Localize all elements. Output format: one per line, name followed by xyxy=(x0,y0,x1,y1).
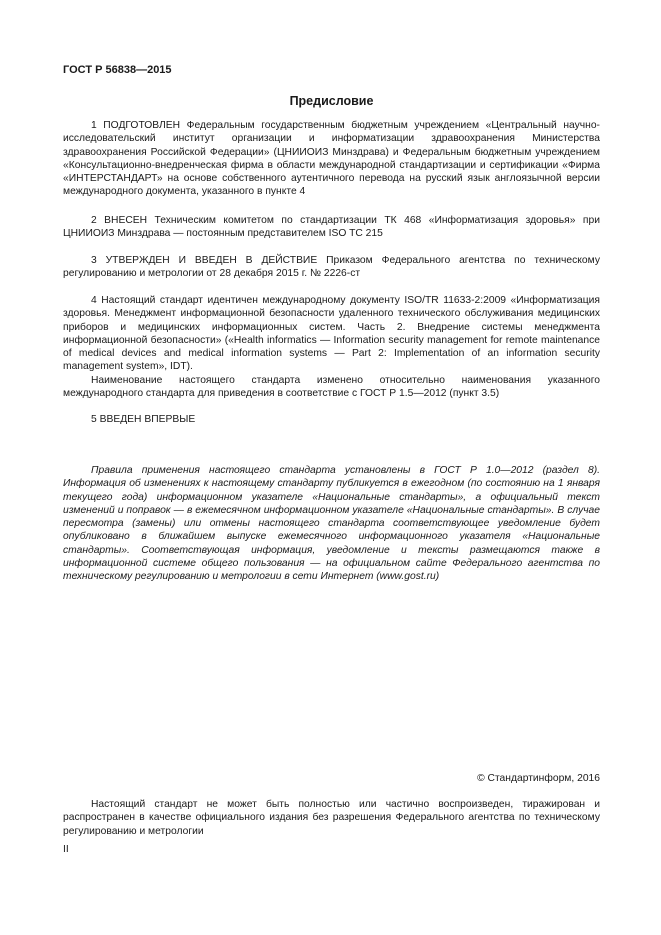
page-title: Предисловие xyxy=(289,94,374,108)
page-number: II xyxy=(63,844,69,855)
document-code: ГОСТ Р 56838—2015 xyxy=(63,64,172,76)
paragraph-5: 5 ВВЕДЕН ВПЕРВЫЕ xyxy=(91,414,196,425)
reproduction-notice: Настоящий стандарт не может быть полностью или частично воспроизведен, тиражирован и распространен в качестве официального издания без разрешения Федерального агентства по техническому регулированию и метрологии xyxy=(63,799,600,837)
notice-paragraph: Правила применения настоящего стандарта установлены в ГОСТ Р 1.0—2012 (раздел 8). Информация об изменениях к настоящему стандарту публикуется в ежегодном (по состоянию на 1 января текущего года) информационном указателе «Национальные стандарты», а официальный текст изменений и поправок — в ежемесячном информационном указателе «Национальные стандарты». В случае пересмотра (замены) или отмены настоящего стандарта соответствующее уведомление будет опубликовано в ближайшем выпуске ежемесячного информационного указателя «Национальные стандарты». Соответствующая информация, уведомление и тексты размещаются также в информационной системе общего пользования — на официальном сайте Федерального агентства по техническому регулированию и метрологии в сети Интернет (www.gost.ru) xyxy=(63,465,600,583)
paragraph-2: 2 ВНЕСЕН Техническим комитетом по стандартизации ТК 468 «Информатизация здоровья» при ЦНИИОИЗ Минздрава — постоянным представителем ISO TC 215 xyxy=(63,215,600,240)
copyright: © Стандартинформ, 2016 xyxy=(477,773,600,784)
paragraph-3: 3 УТВЕРЖДЕН И ВВЕДЕН В ДЕЙСТВИЕ Приказом Федерального агентства по техническому регулированию и метрологии от 28 декабря 2015 г. № 2226-ст xyxy=(63,255,600,280)
paragraph-4: 4 Настоящий стандарт идентичен международному документу ISO/TR 11633-2:2009 «Информатизация здоровья. Менеджмент информационной безопасности удаленного технического обслуживания медицинских приборов и медицинских информационных систем. Часть 2. Внедрение системы менеджмента информационной безопасности» («Health informatics — Information security management for remote maintenance of medical devices and medical information systems — Part 2: Implementation of an information security management system», IDT). xyxy=(63,295,600,373)
paragraph-4-note: Наименование настоящего стандарта изменено относительно наименования указанного международного стандарта для приведения в соответствие с ГОСТ Р 1.5—2012 (пункт 3.5) xyxy=(63,375,600,400)
paragraph-1: 1 ПОДГОТОВЛЕН Федеральным государственным бюджетным учреждением «Центральный научно-исследовательский институт организации и информатизации здравоохранения Министерства здравоохранения Российской Федерации» (ЦНИИОИЗ Минздрава) и Федеральным бюджетным учреждением «Консультационно-внедренческая фирма в области международной стандартизации и сертификации «Фирма «ИНТЕРСТАНДАРТ» на основе собственного аутентичного перевода на русский язык англоязычной версии международного документа, указанного в пункте 4 xyxy=(63,120,600,198)
